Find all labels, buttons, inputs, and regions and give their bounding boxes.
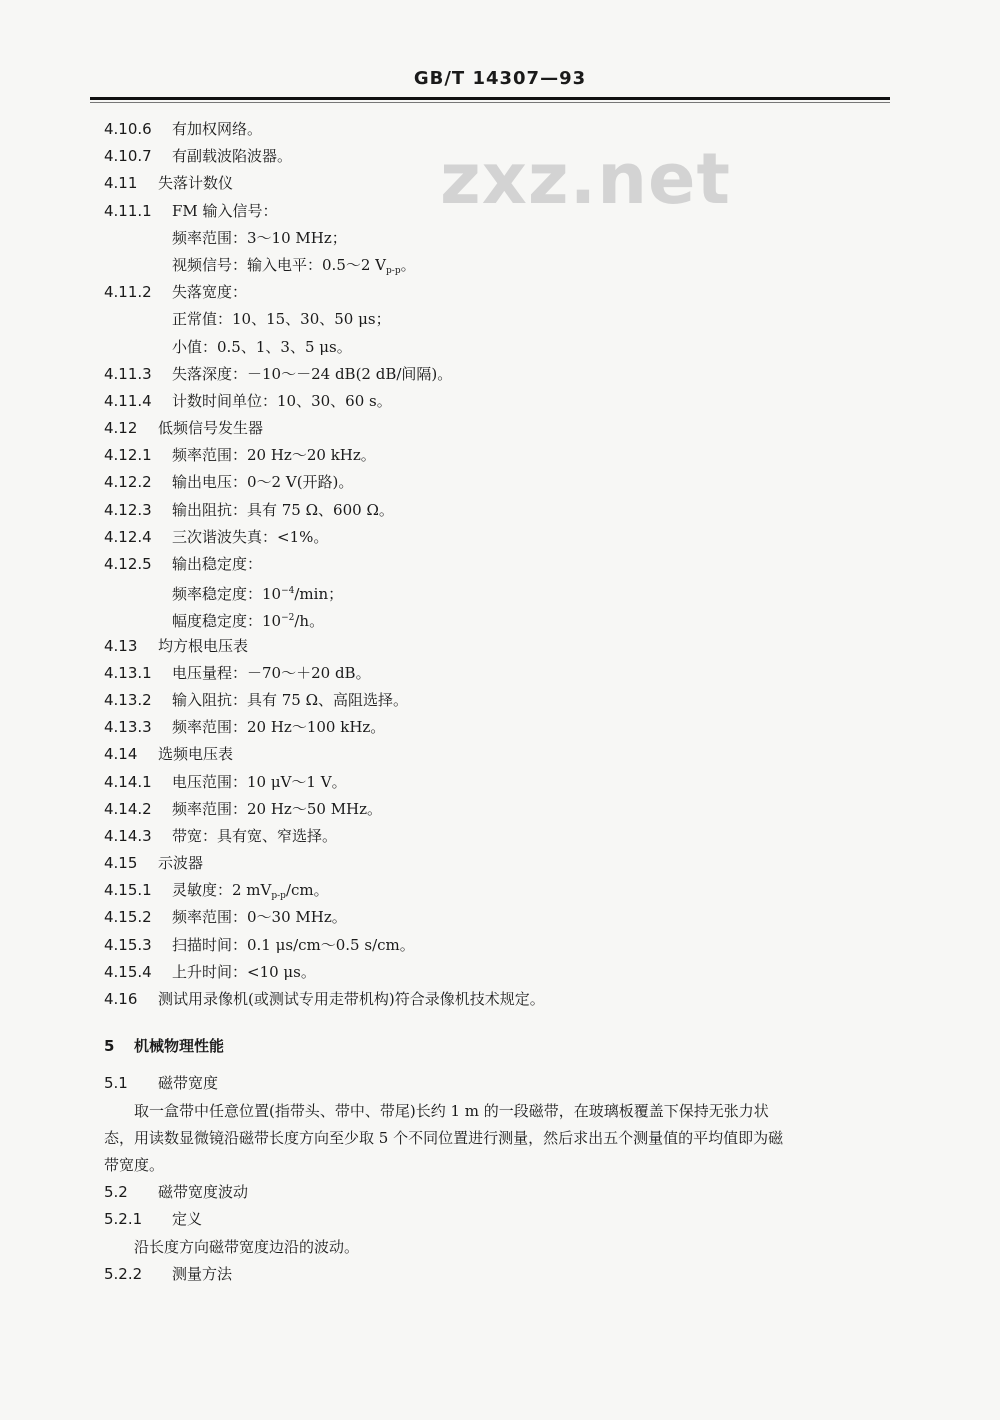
paragraph-line <box>0 1234 1000 1261</box>
subscript: p-p <box>386 265 401 276</box>
clause-text: FM 输入信号： <box>172 201 278 220</box>
clause-number: 4.13.2 <box>104 690 152 709</box>
indent-text-pre: 视频信号：输入电平：0.5～2 V <box>172 255 387 274</box>
clause-text: 上升时间：<10 μs。 <box>172 962 316 981</box>
clause-line <box>0 904 1000 931</box>
clause-number: 4.12.3 <box>104 500 152 519</box>
clause-line <box>0 469 1000 496</box>
indent-text: 频率范围：3～10 MHz； <box>172 228 347 247</box>
clause-number: 4.15.2 <box>104 908 152 927</box>
clause-text: 选频电压表 <box>158 745 234 764</box>
clause-number: 4.14.1 <box>104 772 152 791</box>
clause-line <box>0 714 1000 741</box>
section-number: 5 <box>104 1037 115 1056</box>
clause-text: 频率范围：0～30 MHz。 <box>172 908 347 927</box>
clause-number: 5.1 <box>104 1074 128 1093</box>
clause-number: 4.10.7 <box>104 147 152 166</box>
clause-text: 输出电压：0～2 V(开路)。 <box>172 473 354 492</box>
clause-number: 4.11.4 <box>104 391 152 410</box>
watermark: zxz.net <box>440 138 731 220</box>
clause-text: 输出阻抗：具有 75 Ω、600 Ω。 <box>172 500 394 519</box>
clause-number: 4.11.2 <box>104 283 152 302</box>
clause-line <box>0 497 1000 524</box>
header-rule <box>90 97 890 100</box>
clause-text: 失落深度：－10～－24 dB(2 dB/间隔)。 <box>172 364 453 383</box>
clause-number: 4.11.1 <box>104 201 152 220</box>
clause-text: 电压范围：10 μV～1 V。 <box>172 772 347 791</box>
clause-number: 4.14 <box>104 745 138 764</box>
clause-number: 4.15.3 <box>104 935 152 954</box>
clause-line <box>0 741 1000 768</box>
indent-text <box>172 578 343 608</box>
clause-line <box>0 769 1000 796</box>
subscript: p-p <box>271 891 286 902</box>
indent-text: 正常值：10、15、30、50 μs； <box>172 310 391 329</box>
paragraph-text: 态，用读数显微镜沿磁带长度方向至少取 5 个不同位置进行测量，然后求出五个测量值的平均值即为磁 <box>104 1128 784 1147</box>
clause-text: 示波器 <box>158 854 204 873</box>
clause-line <box>0 442 1000 469</box>
superscript: −2 <box>281 613 295 624</box>
indent-text-pre: 幅度稳定度：10 <box>172 612 282 631</box>
clause-number: 4.15 <box>104 854 138 873</box>
section-heading <box>0 1033 1000 1060</box>
clause-text: 三次谐波失真：<1%。 <box>172 527 329 546</box>
clause-number: 4.13.1 <box>104 663 152 682</box>
clause-number: 4.16 <box>104 990 138 1008</box>
indent-line <box>0 578 1000 605</box>
paragraph-line <box>0 1098 1000 1125</box>
clause-text: 失落宽度： <box>172 283 248 302</box>
clause-number: 5.2 <box>104 1183 128 1202</box>
clause-text: 电压量程：－70～＋20 dB。 <box>172 663 371 682</box>
clause-line <box>0 877 1000 904</box>
clause-number: 4.14.2 <box>104 799 152 818</box>
indent-text-post: /h。 <box>294 612 325 631</box>
indent-line <box>0 306 1000 333</box>
clause-line <box>0 415 1000 442</box>
clause-text: 低频信号发生器 <box>158 419 264 438</box>
indent-text-pre: 频率稳定度：10 <box>172 585 282 604</box>
clause-text: 测试用录像机(或测试专用走带机构)符合录像机技术规定。 <box>158 990 545 1008</box>
section-title: 机械物理性能 <box>134 1037 225 1056</box>
clause-line <box>0 1261 1000 1288</box>
indent-line <box>0 225 1000 252</box>
clause-line <box>0 1179 1000 1206</box>
clause-line <box>0 687 1000 714</box>
clause-number: 4.12.4 <box>104 527 152 546</box>
clause-line <box>0 361 1000 388</box>
clause-number: 4.13 <box>104 636 138 655</box>
clause-number: 5.2.2 <box>104 1264 143 1283</box>
clause-line <box>0 959 1000 986</box>
clause-text: 失落计数仪 <box>158 174 234 193</box>
page-header: GB/T 14307—93 <box>413 68 587 89</box>
clause-number: 4.12.2 <box>104 473 152 492</box>
clause-line <box>0 633 1000 660</box>
clause-line <box>0 850 1000 877</box>
clause-text: 带宽：具有宽、窄选择。 <box>172 826 338 845</box>
clause-number: 4.11.3 <box>104 364 152 383</box>
clause-text: 磁带宽度 <box>158 1074 219 1093</box>
clause-number: 4.11 <box>104 174 138 193</box>
indent-text-post: /min； <box>294 585 344 604</box>
paragraph-text: 沿长度方向磁带宽度边沿的波动。 <box>104 1237 360 1256</box>
clause-text: 频率范围：20 Hz～20 kHz。 <box>172 446 376 465</box>
clause-number: 4.15.1 <box>104 881 152 900</box>
clause-number: 4.12 <box>104 419 138 438</box>
paragraph-text: 带宽度。 <box>104 1155 165 1174</box>
clause-text: 频率范围：20 Hz～50 MHz。 <box>172 799 383 818</box>
indent-line <box>0 252 1000 279</box>
document-body <box>0 116 1000 1288</box>
clause-number: 5.2.1 <box>104 1210 143 1229</box>
clause-line <box>0 823 1000 850</box>
indent-line <box>0 334 1000 361</box>
clause-line <box>0 116 1000 143</box>
clause-line <box>0 1070 1000 1097</box>
paragraph-line <box>0 1152 1000 1179</box>
indent-text-post: 。 <box>400 255 416 274</box>
clause-text: 有加权网络。 <box>172 120 263 138</box>
superscript: −4 <box>281 586 295 597</box>
paragraph-text: 取一盒带中任意位置(指带头、带中、带尾)长约 1 m 的一段磁带，在玻璃板覆盖下保持无张力状 <box>104 1101 769 1120</box>
clause-text: 扫描时间：0.1 μs/cm～0.5 s/cm。 <box>172 935 415 954</box>
clause-text: 计数时间单位：10、30、60 s。 <box>172 391 392 410</box>
clause-number: 4.12.5 <box>104 555 152 573</box>
clause-text-post: /cm。 <box>285 881 329 900</box>
clause-line <box>0 524 1000 551</box>
clause-text: 测量方法 <box>172 1264 233 1283</box>
clause-text: 输出稳定度： <box>172 555 263 573</box>
clause-line <box>0 986 1000 1013</box>
clause-line <box>0 198 1000 225</box>
clause-line <box>0 388 1000 415</box>
clause-line <box>0 170 1000 197</box>
clause-text: 均方根电压表 <box>158 636 249 655</box>
clause-line <box>0 279 1000 306</box>
clause-text: 定义 <box>172 1210 203 1229</box>
clause-line <box>0 932 1000 959</box>
clause-line <box>0 1206 1000 1233</box>
clause-text: 磁带宽度波动 <box>158 1183 249 1202</box>
clause-line <box>0 551 1000 578</box>
clause-line <box>0 796 1000 823</box>
clause-text: 频率范围：20 Hz～100 kHz。 <box>172 718 386 737</box>
clause-line <box>0 660 1000 687</box>
indent-line <box>0 605 1000 632</box>
clause-number: 4.12.1 <box>104 446 152 465</box>
indent-text: 小值：0.5、1、3、5 μs。 <box>172 337 352 356</box>
indent-text <box>172 605 324 635</box>
clause-number: 4.10.6 <box>104 120 152 138</box>
header-rule-thin <box>90 102 890 103</box>
paragraph-line <box>0 1125 1000 1152</box>
clause-number: 4.14.3 <box>104 826 152 845</box>
clause-text-pre: 灵敏度：2 mV <box>172 881 272 900</box>
clause-number: 4.13.3 <box>104 718 152 737</box>
clause-text: 输入阻抗：具有 75 Ω、高阻选择。 <box>172 690 409 709</box>
clause-text: 有副载波陷波器。 <box>172 147 293 166</box>
clause-line <box>0 143 1000 170</box>
clause-number: 4.15.4 <box>104 962 152 981</box>
